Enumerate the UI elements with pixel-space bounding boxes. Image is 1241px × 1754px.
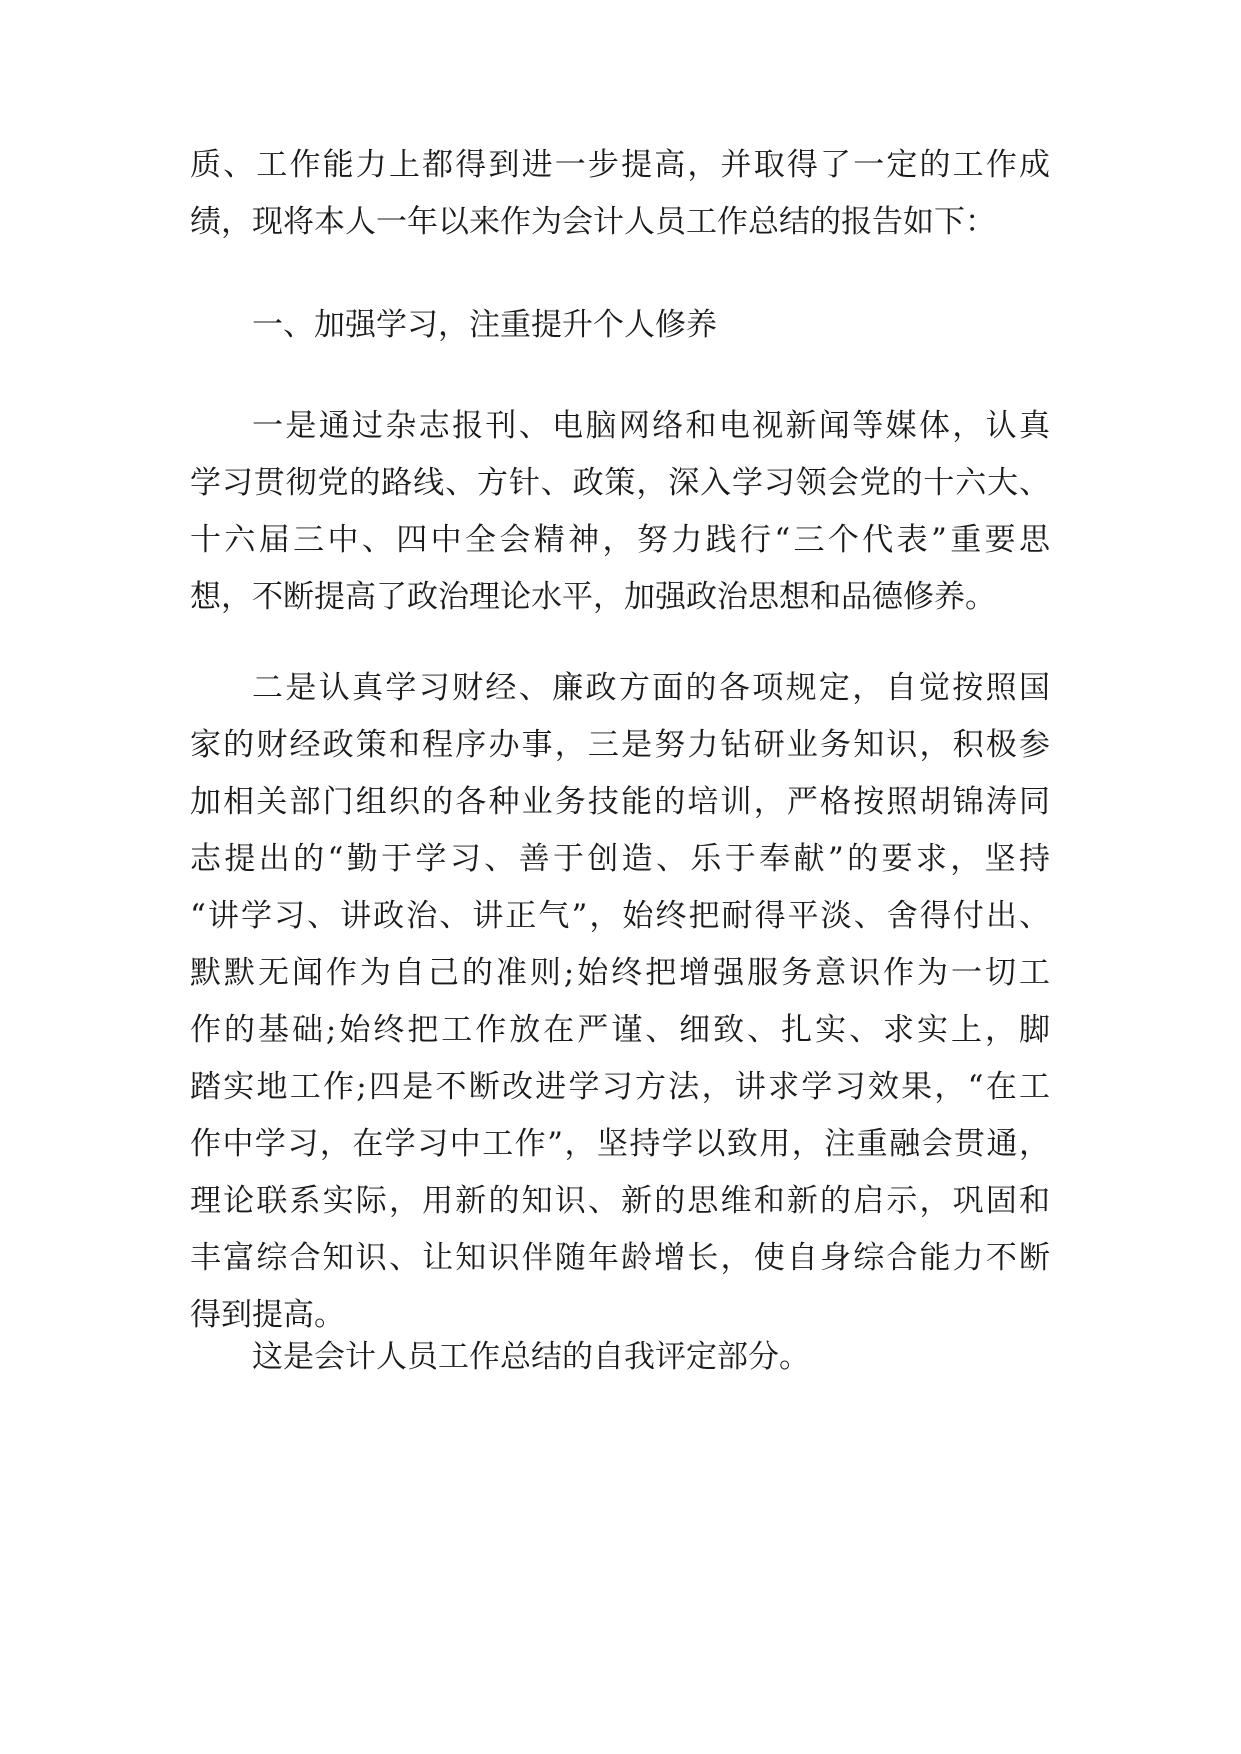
text-line: 二是认真学习财经、廉政方面的各项规定，自觉按照国 bbox=[252, 670, 1050, 706]
text-line: 踏实地工作;四是不断改进学习方法，讲求学习效果，“在工 bbox=[190, 1069, 1050, 1105]
text-line: 得到提高。 bbox=[190, 1297, 345, 1333]
paragraph-1 bbox=[190, 398, 1050, 626]
text-line: 作的基础;始终把工作放在严谨、细致、扎实、求实上，脚 bbox=[190, 1012, 1050, 1048]
heading-text: 一、加强学习，注重提升个人修养 bbox=[252, 307, 717, 343]
text-line: 质、工作能力上都得到进一步提高，并取得了一定的工作成 bbox=[190, 147, 1050, 183]
text-line: 绩，现将本人一年以来作为会计人员工作总结的报告如下： bbox=[190, 204, 996, 240]
text-line: 十六届三中、四中全会精神，努力践行“三个代表”重要思 bbox=[190, 522, 1050, 558]
section-heading bbox=[190, 297, 1050, 354]
text-line: “讲学习、讲政治、讲正气”，始终把耐得平淡、舍得付出、 bbox=[190, 898, 1050, 934]
text-line: 加相关部门组织的各种业务技能的培训，严格按照胡锦涛同 bbox=[190, 784, 1050, 820]
text-line: 想，不断提高了政治理论水平，加强政治思想和品德修养。 bbox=[190, 579, 996, 615]
text-line: 理论联系实际，用新的知识、新的思维和新的启示，巩固和 bbox=[190, 1183, 1050, 1219]
text-line: 作中学习，在学习中工作”，坚持学以致用，注重融会贯通， bbox=[190, 1126, 1050, 1162]
text-line: 丰富综合知识、让知识伴随年龄增长，使自身综合能力不断 bbox=[190, 1240, 1050, 1276]
paragraph-intro bbox=[190, 137, 1050, 251]
text-line: 学习贯彻党的路线、方针、政策，深入学习领会党的十六大、 bbox=[190, 465, 1050, 501]
text-line: 家的财经政策和程序办事，三是努力钻研业务知识，积极参 bbox=[190, 727, 1050, 763]
text-line: 志提出的“勤于学习、善于创造、乐于奉献”的要求，坚持 bbox=[190, 841, 1050, 877]
paragraph-2 bbox=[190, 660, 1050, 1344]
paragraph-closing bbox=[190, 1329, 1050, 1386]
text-line: 这是会计人员工作总结的自我评定部分。 bbox=[252, 1339, 810, 1375]
text-line: 一是通过杂志报刊、电脑网络和电视新闻等媒体，认真 bbox=[252, 408, 1050, 444]
text-line: 默默无闻作为自己的准则;始终把增强服务意识作为一切工 bbox=[190, 955, 1050, 991]
